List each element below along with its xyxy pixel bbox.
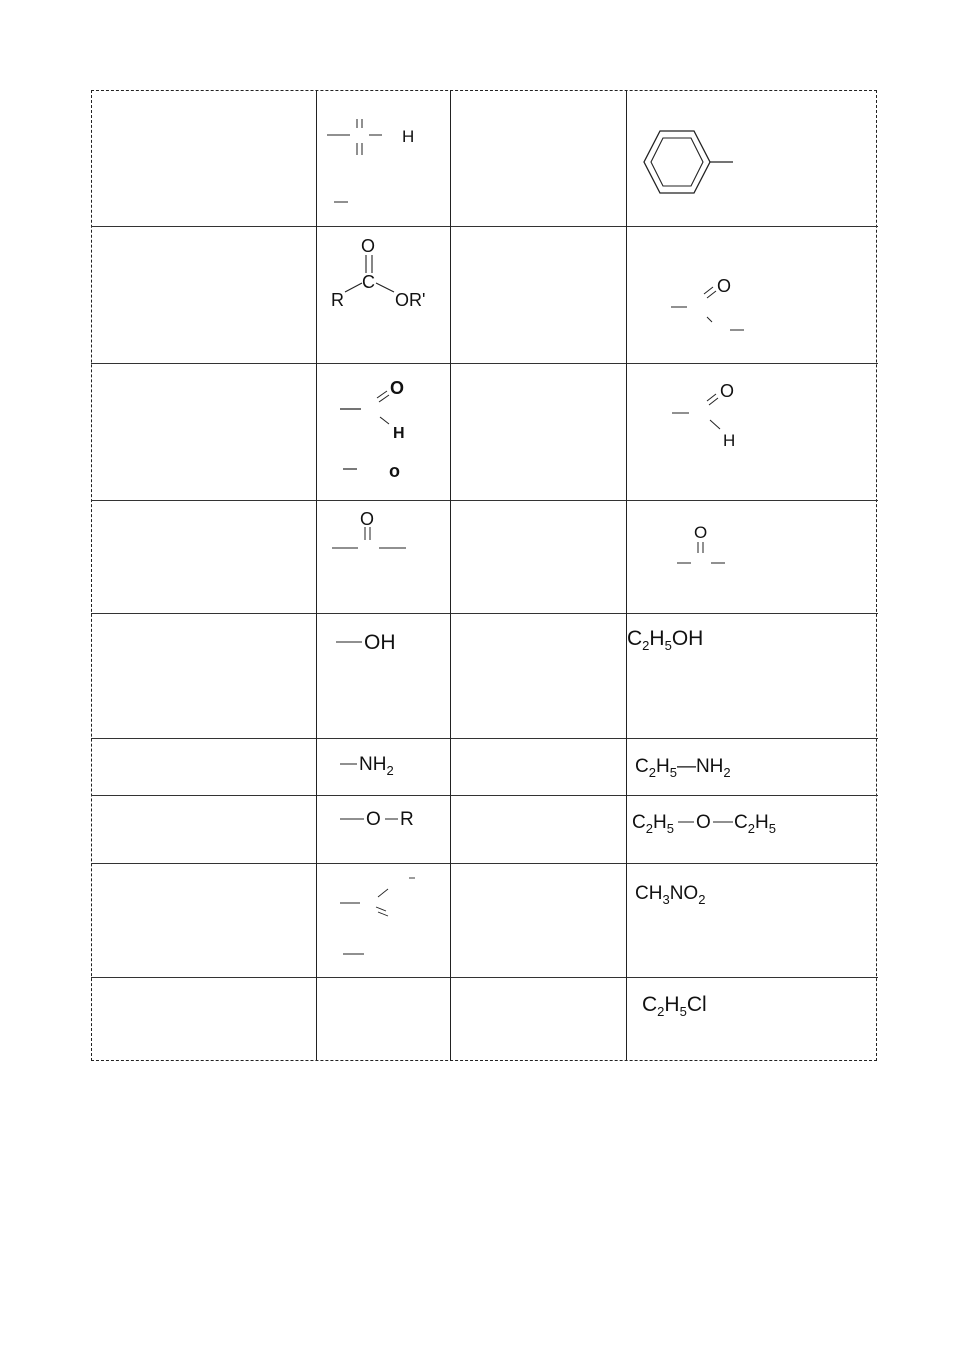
ester-r-label: R [331,290,344,310]
aldehyde-oxygen-label: O [390,378,405,398]
diethyl-ether-left: $C_2H_5$ [632,812,674,836]
ester-oxygen-label: O [361,236,376,256]
ketone-example-oxygen-label: O [694,523,708,542]
diethyl-ether-right: $C_2H_5$ [734,812,776,836]
ether-r: R [400,809,414,830]
alcohol-group: OH [364,631,396,654]
aldehyde-example-oxygen-label: O [720,381,735,401]
ester-or-label: OR' [395,290,426,310]
diethyl-ether-oxygen: O [696,812,711,833]
chloroethane-formula: $C_2H_5Cl$ [642,993,707,1019]
nitromethane-formula: $CH_3NO_2$ [635,883,706,907]
ester-example-oxygen-label: O [717,276,732,296]
aldehyde-h-label: H [393,425,405,442]
ether-oxygen: O [366,809,381,830]
ester-carbon-label: C [362,272,375,292]
aldehyde-o-label: o [389,461,400,481]
aldehyde-example-h-label: H [723,431,736,450]
alkene-h-label: H [402,127,415,146]
ethanol-formula: $C_2H_5OH$ [627,627,704,653]
ketone-oxygen-label: O [360,509,375,529]
amine-group: $NH_2$ [359,754,394,778]
ethylamine-formula: $C_2H_5—NH_2$ [635,756,731,780]
